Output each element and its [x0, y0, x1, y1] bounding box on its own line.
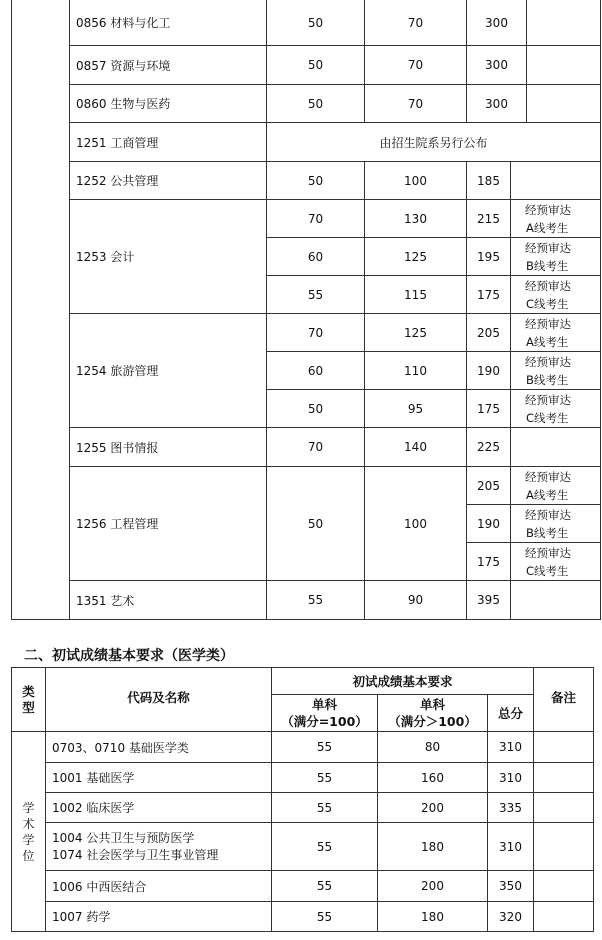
- score-single-100: 55: [272, 871, 378, 902]
- score-single-over-100: 70: [365, 46, 467, 85]
- score-single-100: 50: [267, 162, 365, 200]
- table-row: [12, 85, 601, 123]
- score-total: 190: [467, 505, 511, 543]
- score-single-over-100: 90: [365, 581, 467, 620]
- score-total: 215: [467, 200, 511, 238]
- score-single-over-100: 70: [365, 0, 467, 46]
- table-row: [12, 793, 594, 823]
- score-total: 175: [467, 276, 511, 314]
- program-name: 1256 工程管理: [70, 467, 267, 581]
- note-cell: 经预审达 A线考生: [511, 314, 601, 352]
- table-row: [12, 871, 594, 902]
- score-single-100: 55: [267, 581, 365, 620]
- note-cell: [511, 581, 601, 620]
- score-total: 335: [488, 793, 534, 823]
- score-single-over-100: 200: [378, 871, 488, 902]
- note-cell: 经预审达 A线考生: [511, 467, 601, 505]
- note-cell: [527, 85, 601, 123]
- table-row: [12, 732, 594, 763]
- score-total: 175: [467, 390, 511, 428]
- score-total: 310: [488, 732, 534, 763]
- note-cell: 经预审达 A线考生: [511, 200, 601, 238]
- note-cell: [534, 823, 594, 871]
- table-row: [12, 0, 601, 46]
- score-single-100: 50: [267, 390, 365, 428]
- program-name: 1251 工商管理: [70, 123, 267, 162]
- program-name: 1002 临床医学: [46, 793, 272, 823]
- program-name: 0856 材料与化工: [70, 0, 267, 46]
- score-single-100: 70: [267, 200, 365, 238]
- score-single-over-100: 110: [365, 352, 467, 390]
- total-header: 总分: [488, 695, 534, 732]
- table-row: [12, 823, 594, 871]
- score-single-100: 50: [267, 46, 365, 85]
- program-name: 1004 公共卫生与预防医学 1074 社会医学与卫生事业管理: [46, 823, 272, 871]
- score-total: 190: [467, 352, 511, 390]
- score-single-over-100: 100: [365, 162, 467, 200]
- score-single-over-100: 160: [378, 763, 488, 793]
- code-name-header: 代码及名称: [46, 668, 272, 732]
- program-name: 1351 艺术: [70, 581, 267, 620]
- table-row: [12, 581, 601, 620]
- score-total: 300: [467, 85, 527, 123]
- program-name: 0860 生物与医药: [70, 85, 267, 123]
- type-cell: [12, 0, 70, 620]
- score-single-100: 50: [267, 85, 365, 123]
- note-header: 备注: [534, 668, 594, 732]
- score-single-100: 70: [267, 428, 365, 467]
- program-name: 1001 基础医学: [46, 763, 272, 793]
- program-name: 0857 资源与环境: [70, 46, 267, 85]
- table-row: [12, 314, 601, 352]
- type-header: 类 型: [12, 668, 46, 732]
- note-cell: [527, 0, 601, 46]
- score-single-100: 50: [267, 0, 365, 46]
- score-single-100: 55: [272, 823, 378, 871]
- score-single-100: 55: [272, 793, 378, 823]
- score-single-over-100: 125: [365, 238, 467, 276]
- score-single-over-100: 180: [378, 823, 488, 871]
- single-100-header: 单科 （满分=100）: [272, 695, 378, 732]
- score-total: 205: [467, 314, 511, 352]
- score-total: 205: [467, 467, 511, 505]
- score-total: 195: [467, 238, 511, 276]
- score-total: 395: [467, 581, 511, 620]
- program-name: 1006 中西医结合: [46, 871, 272, 902]
- note-cell: 经预审达 B线考生: [511, 238, 601, 276]
- table-row: [12, 428, 601, 467]
- table-row: [12, 162, 601, 200]
- score-total: 300: [467, 46, 527, 85]
- note-cell: 经预审达 C线考生: [511, 390, 601, 428]
- requirements-header: 初试成绩基本要求: [272, 668, 534, 695]
- note-cell: 经预审达 C线考生: [511, 276, 601, 314]
- note-cell: [534, 763, 594, 793]
- score-single-100: 70: [267, 314, 365, 352]
- score-total: 300: [467, 0, 527, 46]
- score-single-over-100: 140: [365, 428, 467, 467]
- program-name: 1253 会计: [70, 200, 267, 314]
- score-single-100: 60: [267, 352, 365, 390]
- table-row: [12, 763, 594, 793]
- section-title: 二、初试成绩基本要求（医学类）: [24, 648, 234, 664]
- table-row: [12, 467, 601, 505]
- score-single-over-100: 130: [365, 200, 467, 238]
- note-cell: [534, 902, 594, 932]
- program-name: 1007 药学: [46, 902, 272, 932]
- score-total: 185: [467, 162, 511, 200]
- program-name: 1255 图书情报: [70, 428, 267, 467]
- note-cell: 经预审达 B线考生: [511, 505, 601, 543]
- score-single-100: 55: [267, 276, 365, 314]
- table-row: [12, 123, 601, 162]
- admission-table-1: [11, 0, 601, 620]
- score-single-over-100: 180: [378, 902, 488, 932]
- program-name: 1252 公共管理: [70, 162, 267, 200]
- score-total: 310: [488, 763, 534, 793]
- score-single-over-100: 95: [365, 390, 467, 428]
- score-total: 175: [467, 543, 511, 581]
- program-name: 0703、0710 基础医学类: [46, 732, 272, 763]
- score-single-over-100: 100: [365, 467, 467, 581]
- program-name: 1254 旅游管理: [70, 314, 267, 428]
- header-row: [12, 668, 594, 695]
- score-single-100: 55: [272, 763, 378, 793]
- table-row: [12, 902, 594, 932]
- note-cell: [534, 871, 594, 902]
- score-total: 225: [467, 428, 511, 467]
- note-cell: [534, 793, 594, 823]
- single-over-100-header: 单科 （满分＞100）: [378, 695, 488, 732]
- score-single-over-100: 115: [365, 276, 467, 314]
- score-single-100: 60: [267, 238, 365, 276]
- score-total: 320: [488, 902, 534, 932]
- note-cell: 经预审达 C线考生: [511, 543, 601, 581]
- admission-table-2: [11, 667, 594, 932]
- table-row: [12, 46, 601, 85]
- score-single-100: 55: [272, 902, 378, 932]
- score-single-over-100: 200: [378, 793, 488, 823]
- table-row: [12, 200, 601, 238]
- score-single-over-100: 70: [365, 85, 467, 123]
- note-cell: 经预审达 B线考生: [511, 352, 601, 390]
- score-total: 310: [488, 823, 534, 871]
- note-cell: [527, 46, 601, 85]
- score-single-over-100: 125: [365, 314, 467, 352]
- type-label: 学 术 学 位: [12, 732, 46, 932]
- score-single-over-100: 80: [378, 732, 488, 763]
- note-cell: [511, 428, 601, 467]
- note-cell: [511, 162, 601, 200]
- merged-announcement: 由招生院系另行公布: [267, 123, 601, 162]
- score-total: 350: [488, 871, 534, 902]
- score-single-100: 50: [267, 467, 365, 581]
- score-single-100: 55: [272, 732, 378, 763]
- note-cell: [534, 732, 594, 763]
